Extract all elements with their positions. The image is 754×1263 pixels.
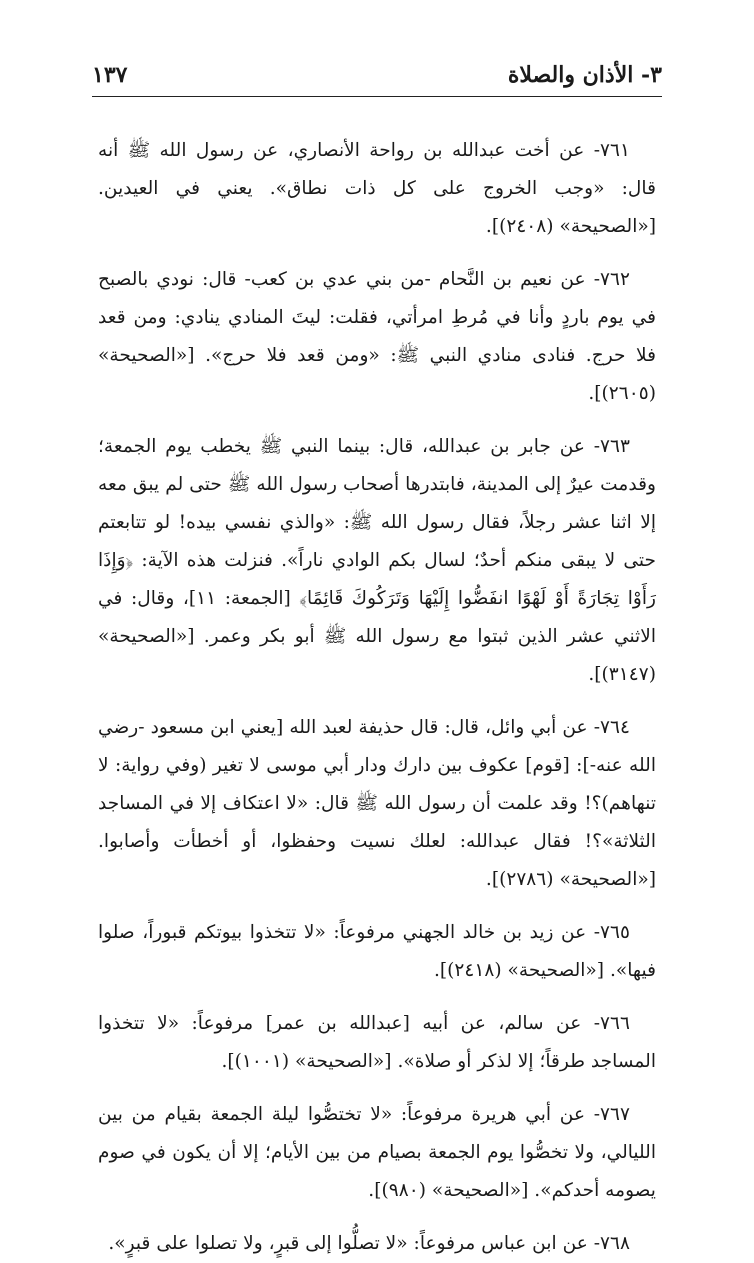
hadith-entry-764: ٧٦٤- عن أبي وائل، قال: قال حذيفة لعبد الله [يعني ابن مسعود -رضي الله عنه-]: [قوم] عكوف بين دارك ودار أبي موسى لا تغير (وفي رواية: لا تنهاهم)؟! وقد علمت أن رسول الله ﷺ قال: «لا اعتكاف إلا في المساجد الثلاثة»؟! فقال عبدالله: لعلك نسيت وحفظوا، أو أخطأت وأصابوا. [«الصحيحة» (٢٧٨٦)]. (98, 717, 656, 890)
chapter-title: ٣- الأذان والصلاة (507, 62, 662, 88)
hadith-entry-762: ٧٦٢- عن نعيم بن النَّحام -من بني عدي بن كعب- قال: نودي بالصبح في يوم باردٍ وأنا في مُرطِ امرأتي، فقلت: ليتَ المنادي ينادي: ومن قعد فلا حرج. فنادى منادي النبي ﷺ: «ومن قعد فلا حرج». [«الصحيحة» (٢٦٠٥)]. (98, 269, 656, 404)
hadith-entry-763: ٧٦٣- عن جابر بن عبدالله، قال: بينما النبي ﷺ يخطب يوم الجمعة؛ وقدمت عيرٌ إلى المدينة، فابتدرها أصحاب رسول الله ﷺ حتى لم يبق معه إلا اثنا عشر رجلاً، فقال رسول الله ﷺ: «والذي نفسي بيده! لو تتابعتم حتى لا يبقى منكم أحدٌ؛ لسال بكم الوادي ناراً». فنزلت هذه الآية: ﴿وَإِذَا رَأَوْا تِجَارَةً أَوْ لَهْوًا انفَضُّوا إِلَيْهَا وَتَرَكُوكَ قَائِمًا﴾ [الجمعة: ١١]، وقال: في الاثني عشر الذين ثبتوا مع رسول الله ﷺ أبو بكر وعمر. [«الصحيحة» (٣١٤٧)]. (98, 436, 656, 685)
hadith-entry-767: ٧٦٧- عن أبي هريرة مرفوعاً: «لا تختصُّوا ليلة الجمعة بقيام من بين الليالي، ولا تخصُّوا يوم الجمعة بصيام من بين الأيام؛ إلا أن يكون في صوم يصومه أحدكم». [«الصحيحة» (٩٨٠)]. (98, 1104, 656, 1201)
hadith-entry-768: ٧٦٨- عن ابن عباس مرفوعاً: «لا تصلُّوا إلى قبرٍ، ولا تصلوا على قبرٍ». (108, 1233, 630, 1254)
hadith-entry-761: ٧٦١- عن أخت عبدالله بن رواحة الأنصاري، عن رسول الله ﷺ أنه قال: «وجب الخروج على كل ذات نطاق». يعني في العيدين. [«الصحيحة» (٢٤٠٨)]. (98, 140, 656, 237)
page-number: ١٣٧ (92, 62, 128, 88)
page-header (92, 56, 662, 97)
hadith-entry-766: ٧٦٦- عن سالم، عن أبيه [عبدالله بن عمر] مرفوعاً: «لا تتخذوا المساجد طرقاً؛ إلا لذكر أو صلاة». [«الصحيحة» (١٠٠١)]. (98, 1013, 656, 1072)
page-body (98, 132, 656, 1263)
hadith-entry-765: ٧٦٥- عن زيد بن خالد الجهني مرفوعاً: «لا تتخذوا بيوتكم قبوراً، صلوا فيها». [«الصحيحة» (٢٤١٨)]. (98, 922, 656, 981)
